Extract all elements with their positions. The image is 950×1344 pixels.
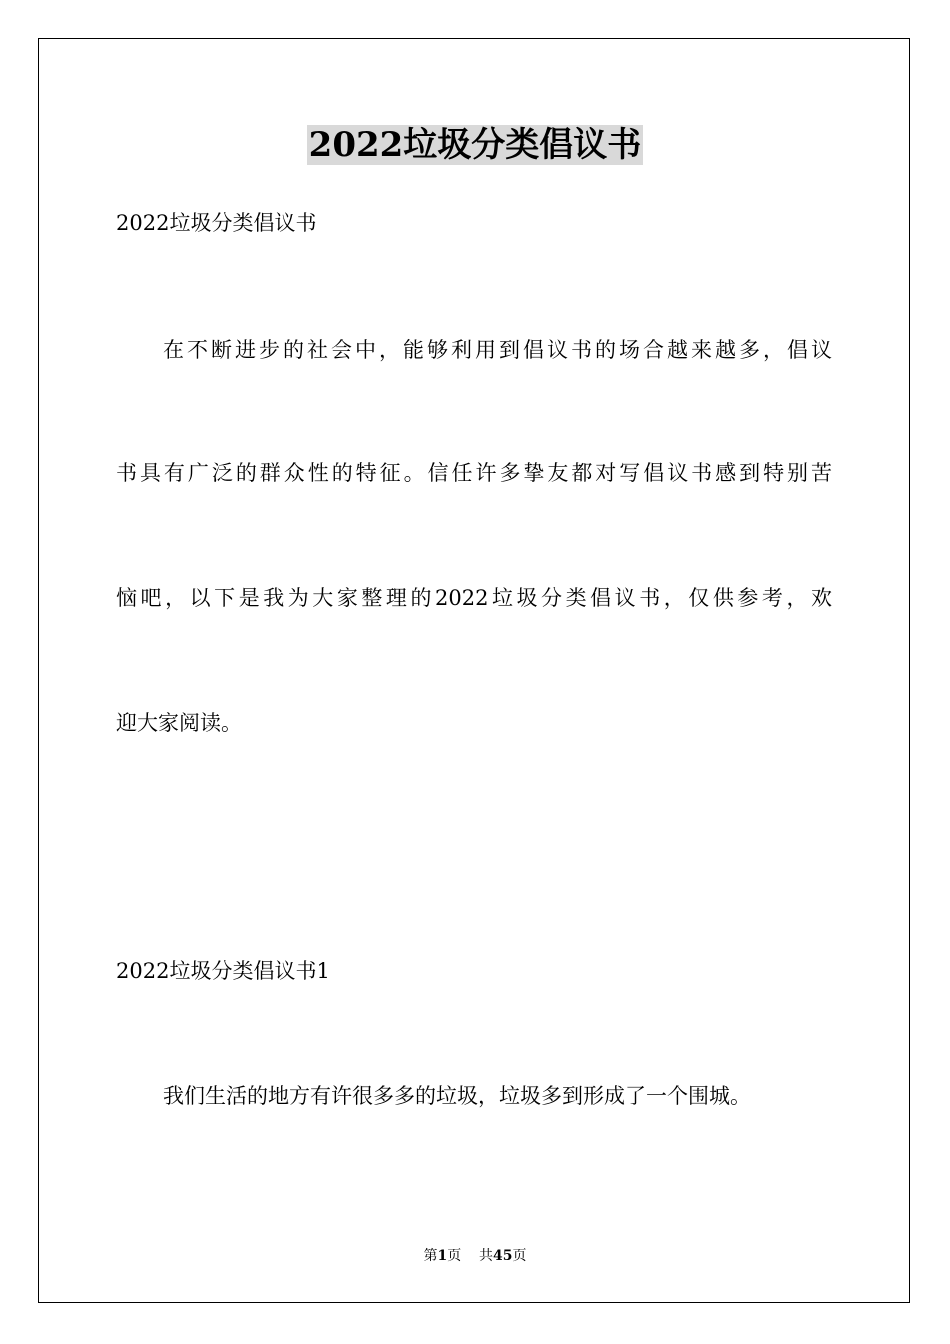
footer-total-suffix: 页: [512, 1248, 527, 1264]
footer-page-number: 1: [437, 1248, 448, 1264]
intro-line-2: 书具有广泛的群众性的特征。信任许多挚友都对写倡议书感到特别苦: [116, 461, 832, 485]
intro-line-4: 迎大家阅读。: [116, 711, 242, 735]
section-paragraph-line: 我们生活的地方有许很多多的垃圾，垃圾多到形成了一个围城。: [163, 1084, 751, 1108]
footer-page-prefix: 第: [423, 1248, 438, 1264]
document-title: [0, 122, 950, 168]
footer-total-prefix: 共: [479, 1248, 494, 1264]
section-heading: 2022垃圾分类倡议书1: [116, 959, 330, 983]
footer-page-suffix: 页: [447, 1248, 462, 1264]
intro-line-1: 在不断进步的社会中，能够利用到倡议书的场合越来越多，倡议: [163, 338, 832, 362]
document-subtitle: 2022垃圾分类倡议书: [116, 211, 317, 235]
page-footer: [0, 1246, 950, 1266]
document-title-text: 2022垃圾分类倡议书: [308, 125, 642, 165]
footer-total-pages: 45: [493, 1248, 513, 1264]
intro-line-3: 恼吧，以下是我为大家整理的2022垃圾分类倡议书，仅供参考，欢: [116, 586, 832, 610]
